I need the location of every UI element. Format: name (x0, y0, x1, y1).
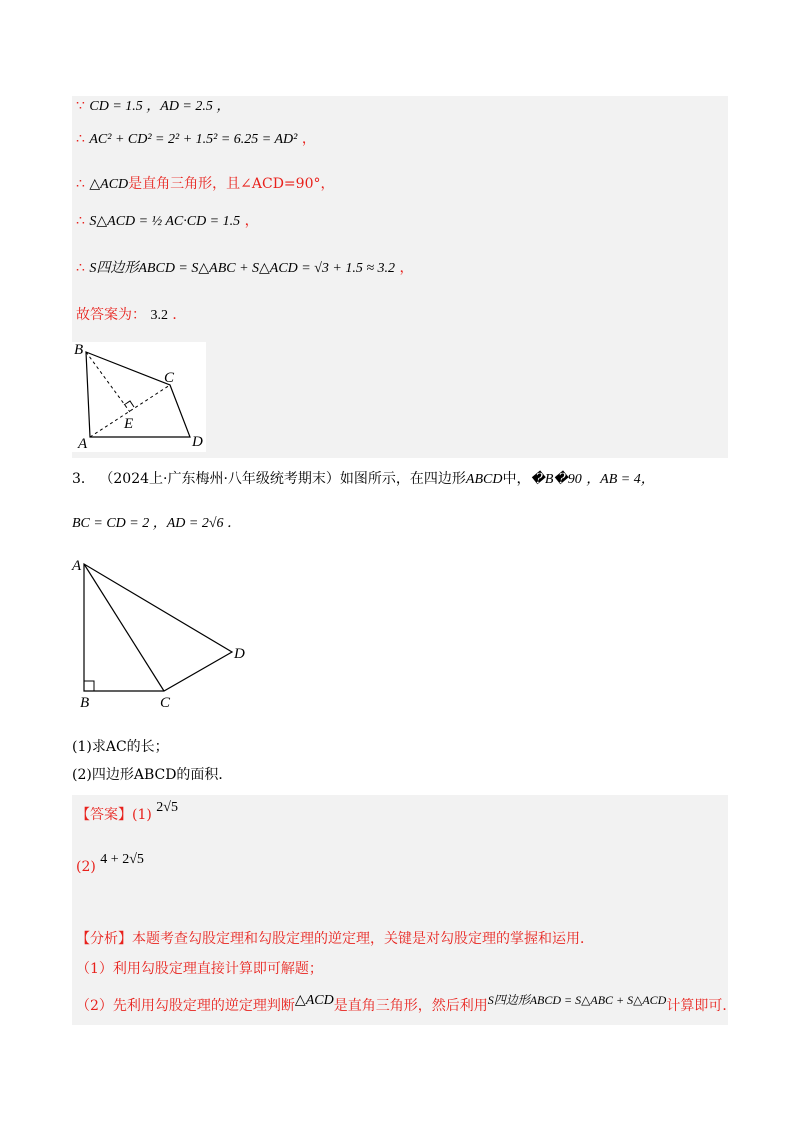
problem-3-line-2 (72, 514, 241, 533)
answer-line (76, 306, 186, 325)
therefore-symbol: ∵ (76, 98, 85, 114)
label-d: D (234, 646, 245, 662)
answer-label: 【答案】 (76, 807, 132, 823)
answer-label: 故答案为： (76, 307, 146, 323)
step-2-text-b: 是直角三角形，然后利用 (333, 998, 488, 1014)
math-triangle-acd: △ACD (89, 177, 129, 192)
answer-1 (76, 800, 178, 825)
therefore-symbol: ∴ (76, 131, 85, 147)
therefore-symbol: ∴ (76, 213, 85, 229)
label-e: E (124, 416, 134, 432)
math-ab: ，AB = 4， (586, 472, 655, 487)
analysis-text: 本题考查勾股定理和勾股定理的逆定理，关键是对勾股定理的掌握和运用． (132, 931, 594, 947)
right-angle-b (84, 681, 94, 691)
problem-source: （2024上·广东梅州·八年级统考期末）如图所示，在四边形 (99, 471, 466, 487)
punctuation: ， (399, 260, 414, 276)
figure-problem-3 (70, 554, 260, 712)
figure-prev-quadrilateral (72, 342, 206, 452)
therefore-symbol: ∴ (76, 260, 85, 276)
problem-3-line-1 (72, 470, 655, 489)
punctuation: ， (244, 213, 259, 229)
label-b: B (80, 695, 90, 711)
label-a: A (78, 436, 88, 452)
math-area-acd: S△ACD = ½ AC·CD = 1.5 (89, 214, 241, 229)
solution-line-5 (76, 259, 414, 278)
label-d: D (192, 434, 203, 450)
math-abcd: ABCD (465, 472, 503, 487)
punctuation: ． (172, 307, 187, 323)
answer-1-prefix: (1) (132, 807, 152, 823)
label-a: A (72, 558, 82, 574)
question-1-text: (1)求AC的长； (72, 739, 169, 755)
step-2-text-c: 计算即可． (666, 998, 737, 1014)
solution-line-4 (76, 212, 259, 231)
answer-value: 3.2 (150, 308, 168, 323)
right-triangle-text: 是直角三角形，且∠ACD=90°， (128, 176, 335, 192)
math-bc-cd-ad: BC = CD = 2 ，AD = 2√6 ． (72, 516, 242, 531)
quad-abcd-outline (84, 564, 232, 691)
question-2-text: (2)四边形ABCD的面积． (72, 767, 233, 783)
analysis-line (76, 930, 594, 948)
label-c: C (160, 695, 171, 711)
answer-block (72, 795, 728, 1025)
solution-line-1 (76, 97, 230, 116)
question-2 (72, 766, 232, 784)
step-2-text-a: （2）先利用勾股定理的逆定理判断 (76, 998, 295, 1014)
problem-number: 3． (72, 471, 95, 487)
analysis-step-1 (76, 960, 323, 978)
label-b: B (74, 342, 84, 358)
math-cd-ad: CD = 1.5 ，AD = 2.5 ， (89, 99, 231, 114)
label-c: C (164, 370, 175, 386)
problem-3-diagram (70, 554, 260, 712)
math-angle-b: �B�90 (530, 472, 582, 487)
solution-line-3 (76, 175, 334, 194)
answer-1-value: 2√5 (156, 800, 178, 815)
analysis-label: 【分析】 (76, 931, 132, 947)
punctuation: ， (301, 131, 316, 147)
answer-2-prefix: (2) (76, 859, 96, 875)
math-area-total: S四边形ABCD = S△ABC + S△ACD = √3 + 1.5 ≈ 3.2 (89, 261, 396, 276)
segment-ac (84, 564, 164, 691)
problem-text: 中， (502, 471, 531, 487)
step-1-text: （1）利用勾股定理直接计算即可解题； (76, 961, 323, 977)
quadrilateral-diagram (72, 342, 206, 452)
answer-2 (76, 852, 144, 877)
solution-line-2 (76, 130, 316, 149)
math-area-formula: S四边形ABCD = S△ABC + S△ACD (487, 993, 667, 1007)
math-triangle-acd: △ACD (294, 993, 334, 1008)
question-1 (72, 738, 169, 756)
math-pythagoras: AC² + CD² = 2² + 1.5² = 6.25 = AD² (89, 132, 298, 147)
quad-outline (86, 352, 190, 437)
analysis-step-2 (76, 993, 737, 1016)
therefore-symbol: ∴ (76, 176, 85, 192)
answer-2-value: 4 + 2√5 (100, 852, 144, 867)
